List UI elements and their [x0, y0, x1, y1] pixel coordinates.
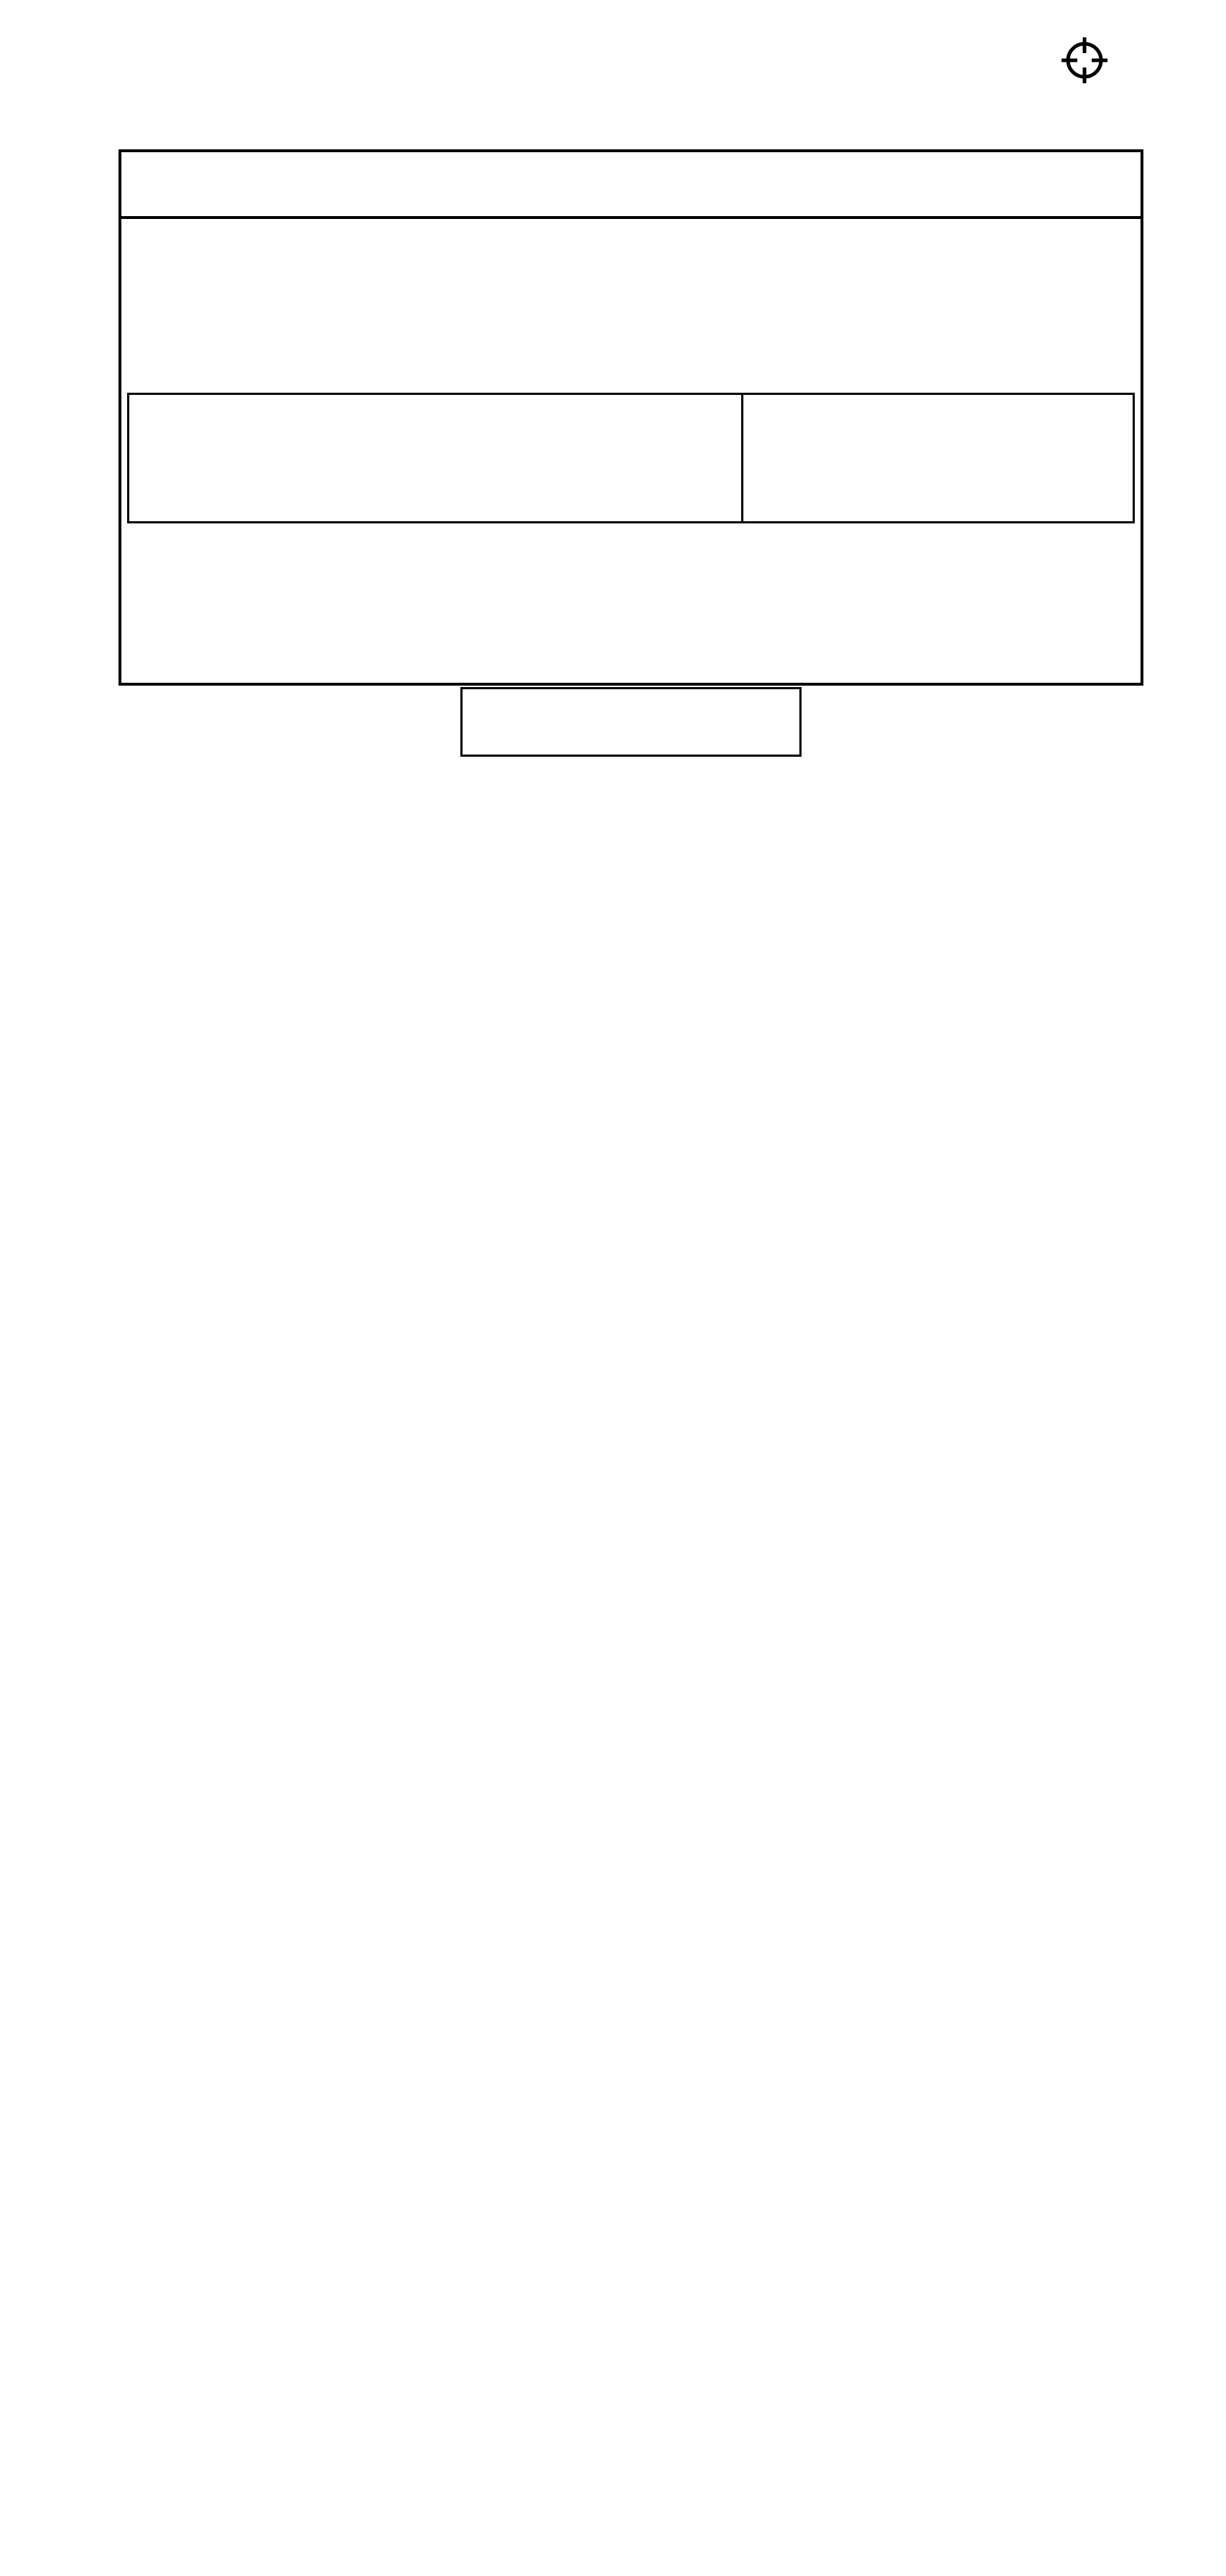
- to-vote-panel: [129, 395, 743, 521]
- warning-panel: [743, 395, 1133, 521]
- registration-crosshair-icon: [1057, 33, 1112, 88]
- special-election-banner: [460, 687, 802, 757]
- voting-instructions-box: [127, 393, 1135, 523]
- county-header-box: [119, 149, 1143, 219]
- mistake-instructions: [130, 533, 1133, 549]
- ballot-title-box: [119, 219, 1143, 686]
